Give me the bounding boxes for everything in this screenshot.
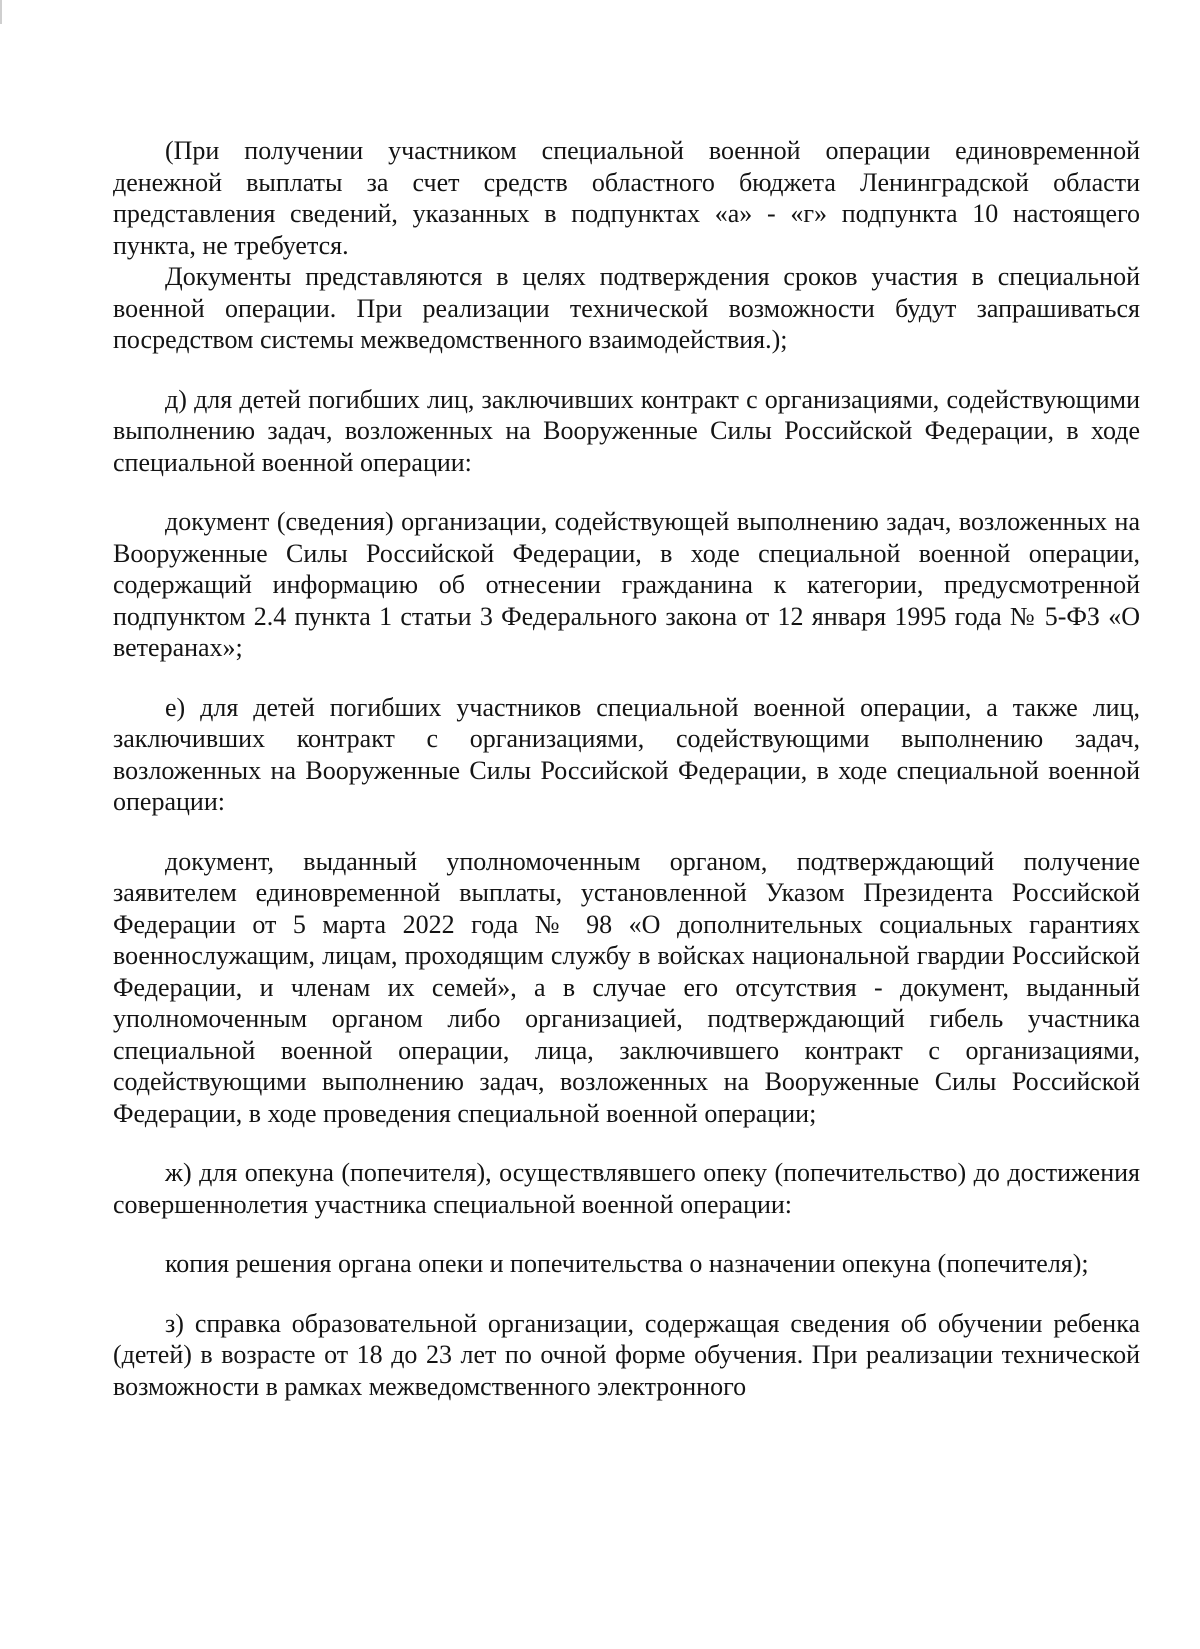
paragraph-item-d-document: документ (сведения) организации, содействующей выполнению задач, возложенных на Вооруженные Силы Российской Федерации, в ходе специальной военной операции, содержащий информацию об отнесении гражданина к категории, предусмотренной подпунктом 2.4 пункта 1 статьи 3 Федерального закона от 12 января 1995 года № 5-ФЗ «О ветеранах»; bbox=[113, 507, 1140, 662]
paragraph-item-zh-document: копия решения органа опеки и попечительства о назначении опекуна (попечителя); bbox=[165, 1249, 1089, 1278]
document-body bbox=[113, 135, 1140, 1402]
paragraph-item-z: з) справка образовательной организации, содержащая сведения об обучении ребенка (детей) в возрасте от 18 до 23 лет по очной форме обучения. При реализации технической возможности в рамках межведомственного электронного bbox=[113, 1308, 1140, 1401]
scan-edge-mark bbox=[0, 0, 2, 24]
paragraph-item-e: е) для детей погибших участников специальной военной операции, а также лиц, заключивших контракт с организациями, содействующими выполнению задач, возложенных на Вооруженные Силы Российской Федерации, в ходе специальной военной операции: bbox=[113, 692, 1140, 816]
paragraph-item-d: д) для детей погибших лиц, заключивших контракт с организациями, содействующими выполнению задач, возложенных на Вооруженные Силы Российской Федерации, в ходе специальной военной операции: bbox=[113, 384, 1140, 477]
paragraph-item-e-document: документ, выданный уполномоченным органом, подтверждающий получение заявителем единовременной выплаты, установленной Указом Президента Российской Федерации от 5 марта 2022 года № 98 «О дополнительных социальных гарантиях военнослужащим, лицам, проходящим службу в войсках национальной гвардии Российской Федерации, и членам их семей», а в случае его отсутствия - документ, выданный уполномоченным органом либо организацией, подтверждающий гибель участника специальной военной операции, лица, заключившего контракт с организациями, содействующими выполнению задач, возложенных на Вооруженные Силы Российской Федерации, в ходе проведения специальной военной операции; bbox=[113, 846, 1140, 1128]
paragraph-note-payment: (При получении участником специальной военной операции единовременной денежной выплаты за счет средств областного бюджета Ленинградской области представления сведений, указанных в подпунктах «а» - «г» подпункта 10 настоящего пункта, не требуется. bbox=[113, 136, 1140, 260]
paragraph-item-zh: ж) для опекуна (попечителя), осуществлявшего опеку (попечительство) до достижения совершеннолетия участника специальной военной операции: bbox=[113, 1158, 1140, 1219]
paragraph-documents-purpose: Документы представляются в целях подтверждения сроков участия в специальной военной операции. При реализации технической возможности будут запрашиваться посредством системы межведомственного взаимодействия.); bbox=[113, 262, 1140, 354]
